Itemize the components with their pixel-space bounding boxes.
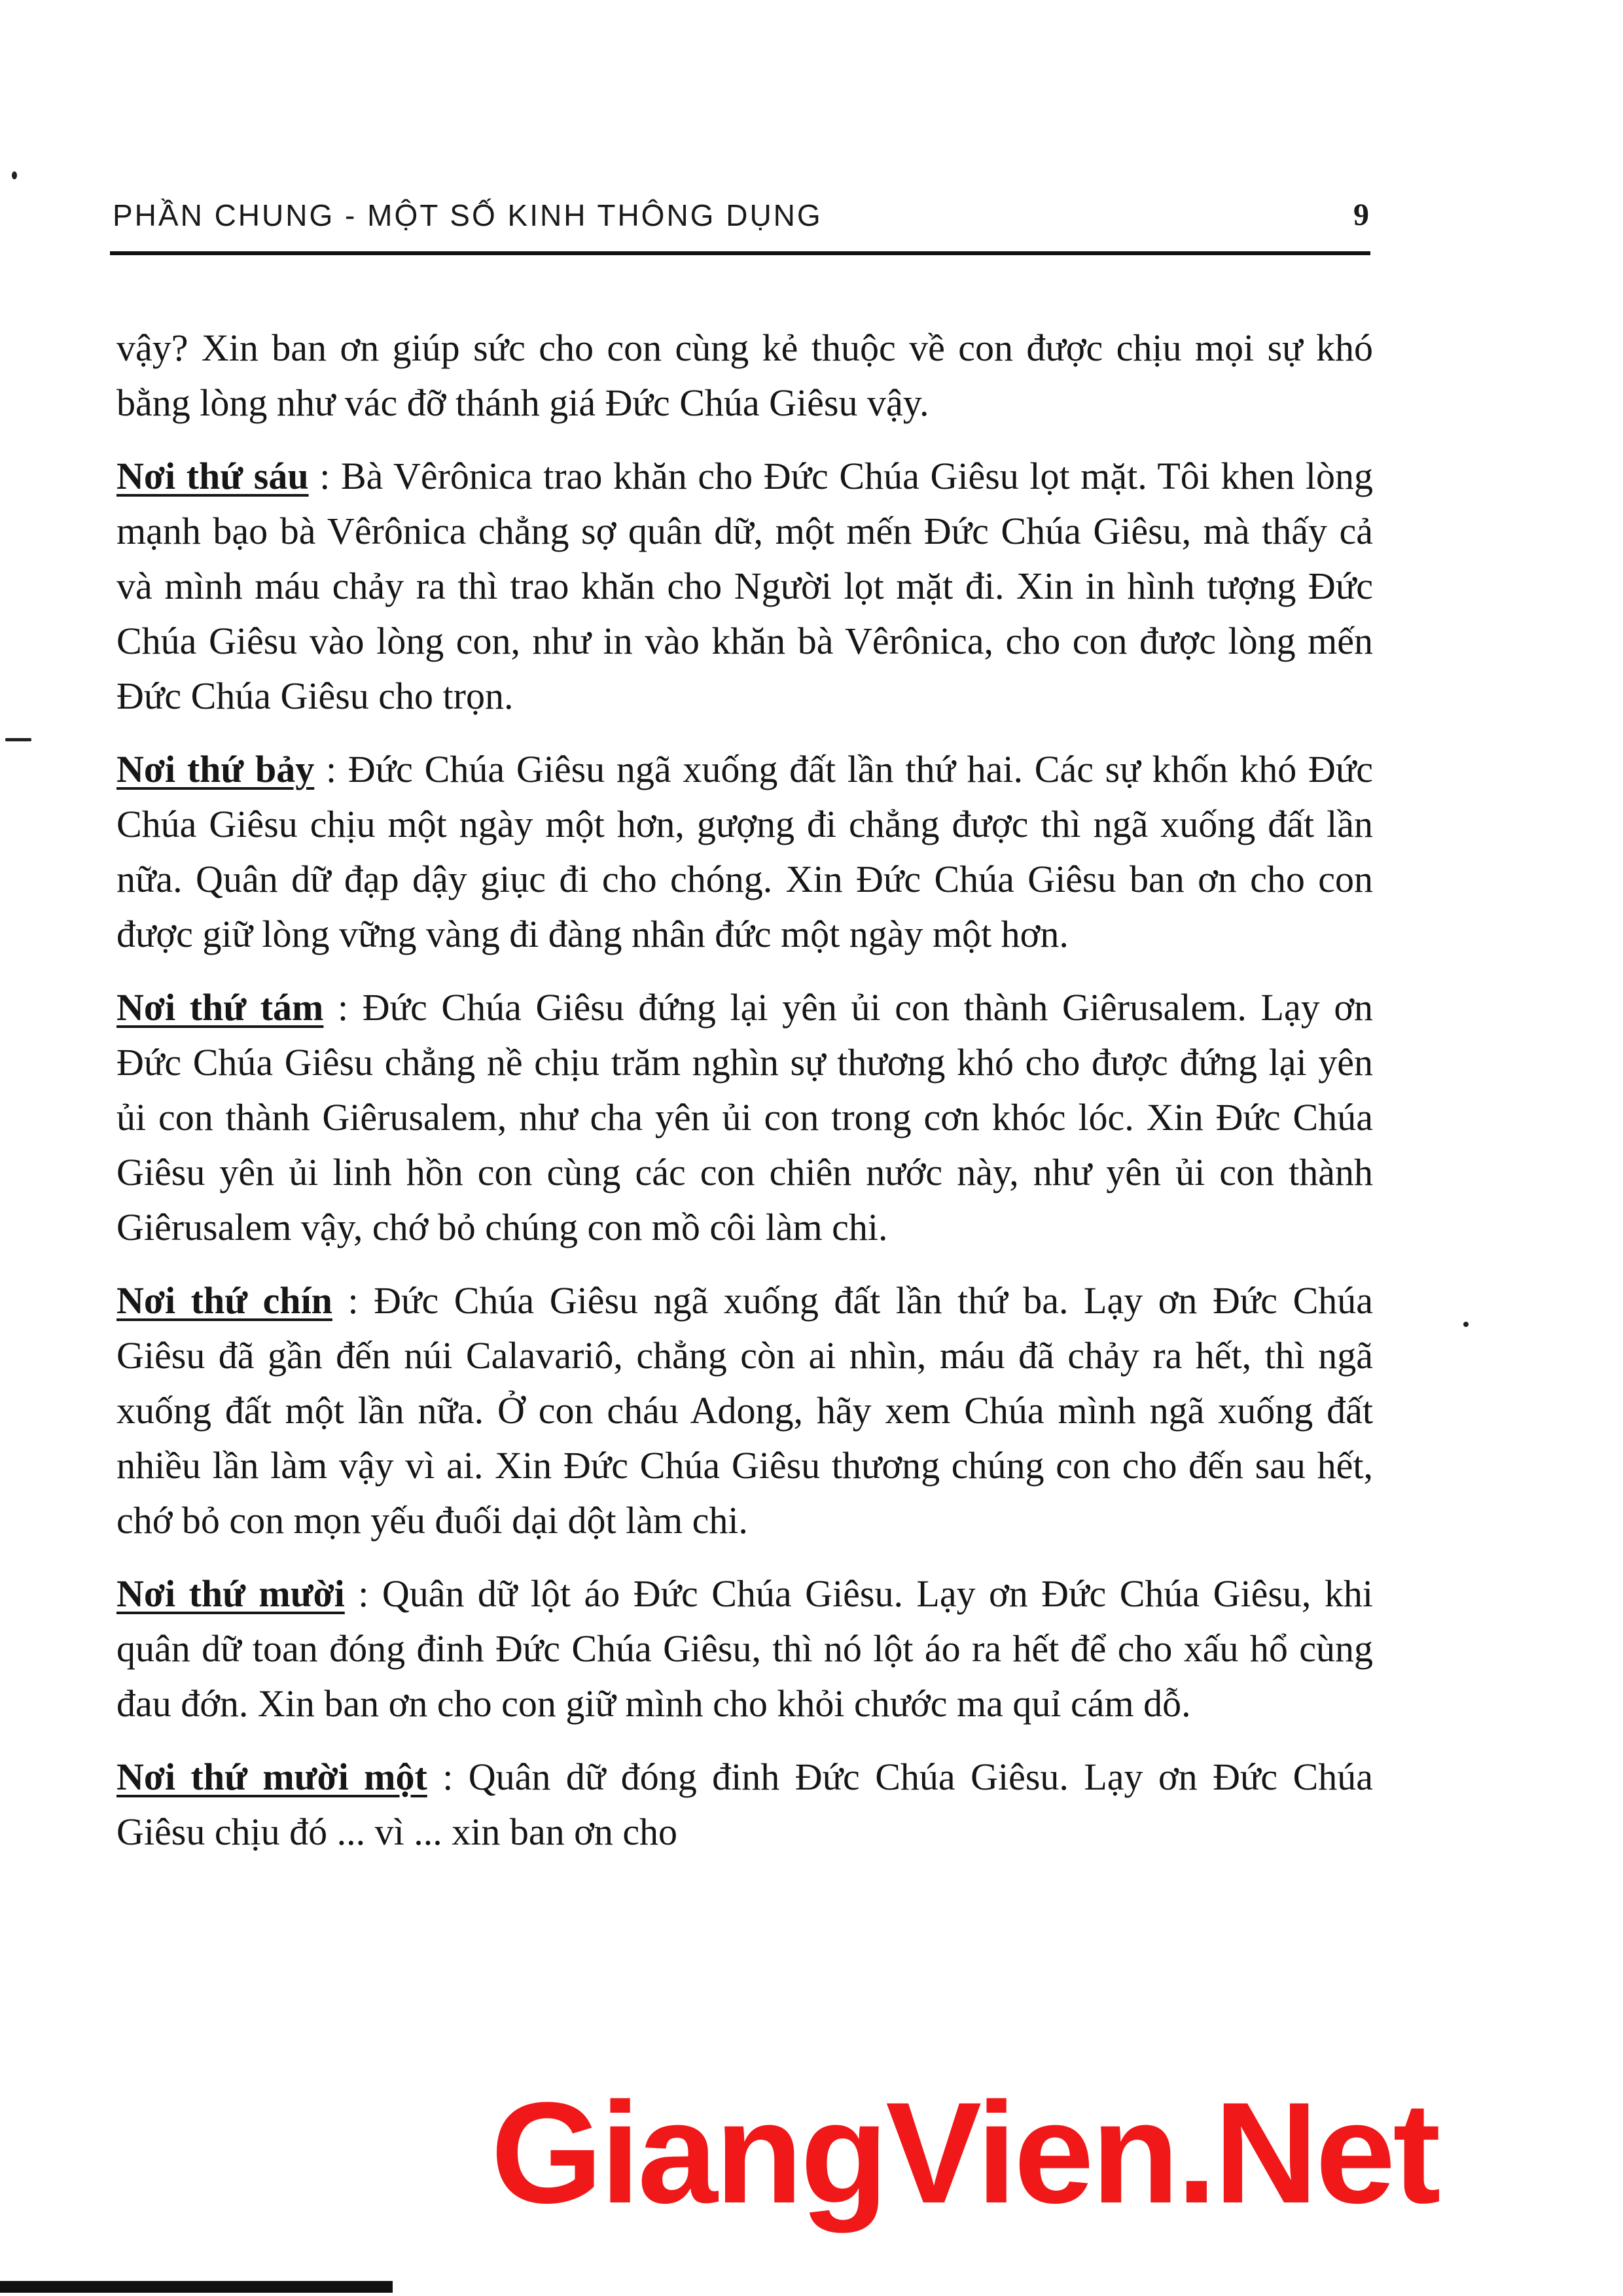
scan-speck [5, 738, 31, 741]
paragraph-station-7 [116, 742, 1373, 962]
page-number: 9 [1353, 198, 1369, 232]
header-title: PHẦN CHUNG - MỘT SỐ KINH THÔNG DỤNG [113, 198, 823, 232]
paragraph-station-10 [116, 1566, 1373, 1731]
station-label: Nơi thứ tám [116, 986, 324, 1029]
station-label: Nơi thứ chín [116, 1279, 332, 1322]
paragraph-text: : Quân dữ đóng đinh Đức Chúa Giêsu. Lạy ơn Đức Chúa Giêsu chịu đó ... vì ... xin ban ơn cho [116, 1756, 1373, 1853]
paragraph-text: vậy? Xin ban ơn giúp sức cho con cùng kẻ thuộc về con được chịu mọi sự khó bằng lòng như vác đỡ thánh giá Đức Chúa Giêsu vậy. [116, 327, 1373, 424]
station-label: Nơi thứ mười một [116, 1756, 427, 1798]
station-label: Nơi thứ bảy [116, 748, 315, 790]
scan-speck [12, 171, 17, 179]
header-rule [110, 251, 1370, 255]
paragraph-text: : Quân dữ lột áo Đức Chúa Giêsu. Lạy ơn Đức Chúa Giêsu, khi quân dữ toan đóng đinh Đức Chúa Giêsu, thì nó lột áo ra hết để cho xấu hổ cùng đau đớn. Xin ban ơn cho con giữ mình cho khỏi chước ma quỉ cám dỗ. [116, 1572, 1373, 1725]
paragraph-text: : Bà Vêrônica trao khăn cho Đức Chúa Giêsu lọt mặt. Tôi khen lòng mạnh bạo bà Vêrônica chẳng sợ quân dữ, một mến Đức Chúa Giêsu, mà thấy cả và mình máu chảy ra thì trao khăn cho Người lọt mặt đi. Xin in hình tượng Đức Chúa Giêsu vào lòng con, như in vào khăn bà Vêrônica, cho con được lòng mến Đức Chúa Giêsu cho trọn. [116, 455, 1373, 717]
station-label: Nơi thứ mười [116, 1572, 345, 1615]
scan-speck [1463, 1322, 1469, 1327]
paragraph-station-11 [116, 1750, 1373, 1860]
paragraph-station-8 [116, 980, 1373, 1255]
paragraph-text: : Đức Chúa Giêsu ngã xuống đất lần thứ hai. Các sự khốn khó Đức Chúa Giêsu chịu một ngày một hơn, gượng đi chẳng được thì ngã xuống đất lần nữa. Quân dữ đạp dậy giục đi cho chóng. Xin Đức Chúa Giêsu ban ơn cho con được giữ lòng vững vàng đi đàng nhân đức một ngày một hơn. [116, 748, 1374, 955]
watermark-logo: GiangVien.Net [491, 2072, 1438, 2233]
running-header [113, 190, 1369, 242]
paragraph-station-6 [116, 449, 1373, 724]
paragraph-text: : Đức Chúa Giêsu đứng lại yên ủi con thành Giêrusalem. Lạy ơn Đức Chúa Giêsu chẳng nề chịu trăm nghìn sự thương khó cho được đứng lại yên ủi con thành Giêrusalem, như cha yên ủi con trong cơn khóc lóc. Xin Đức Chúa Giêsu yên ủi linh hồn con cùng các con chiên nước này, như yên ủi con thành Giêrusalem vậy, chớ bỏ chúng con mồ côi làm chi. [116, 986, 1373, 1248]
scan-edge-mark [0, 2281, 393, 2293]
paragraph-station-9 [116, 1273, 1373, 1548]
paragraph-continuation [116, 321, 1373, 431]
body-text [116, 321, 1373, 1878]
station-label: Nơi thứ sáu [116, 455, 309, 497]
paragraph-text: : Đức Chúa Giêsu ngã xuống đất lần thứ ba. Lạy ơn Đức Chúa Giêsu đã gần đến núi Calavariô, chẳng còn ai nhìn, máu đã chảy ra hết, thì ngã xuống đất một lần nữa. Ở con cháu Adong, hãy xem Chúa mình ngã xuống đất nhiều lần làm vậy vì ai. Xin Đức Chúa Giêsu thương chúng con cho đến sau hết, chớ bỏ con mọn yếu đuối dại dột làm chi. [116, 1279, 1373, 1542]
